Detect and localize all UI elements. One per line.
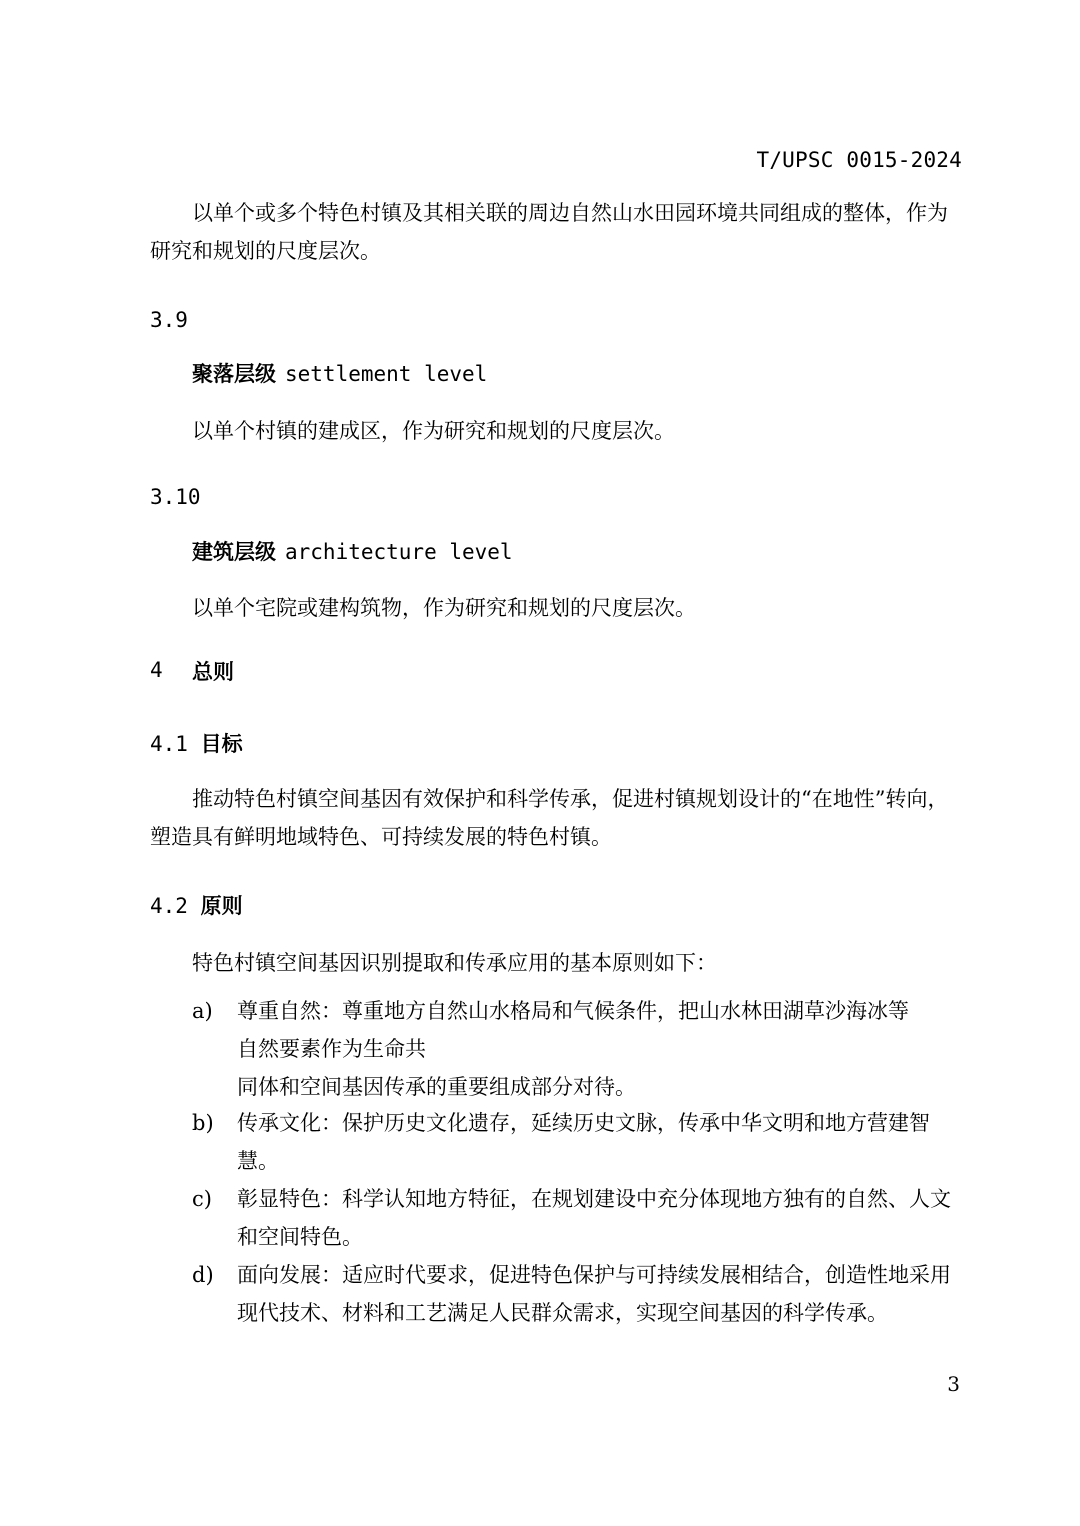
list-item-d <box>192 1256 962 1370</box>
term-en-3-10: architecture level <box>285 540 513 564</box>
list-item-b <box>192 1104 962 1180</box>
section-number-4: 4 <box>150 658 163 682</box>
section-title-4-2: 原则 <box>200 893 243 918</box>
section-number-4-2: 4.2 <box>150 894 188 918</box>
section-text-4-1: 推动特色村镇空间基因有效保护和科学传承，促进村镇规划设计的“在地性”转向，塑造具有鲜明地域特色、可持续发展的特色村镇。 <box>150 787 949 849</box>
section-number-4-1: 4.1 <box>150 732 188 756</box>
section-intro-4-2: 特色村镇空间基因识别提取和传承应用的基本原则如下： <box>192 951 717 975</box>
list-text-a-line1: 尊重自然：尊重地方自然山水格局和气候条件，把山水林田湖草沙海冰等 <box>237 999 909 1023</box>
definition-3-9: 以单个村镇的建成区，作为研究和规划的尺度层次。 <box>192 419 675 443</box>
list-text-a-line2: 自然要素作为生命共 <box>237 1037 426 1061</box>
clause-number-3-10: 3.10 <box>150 485 201 509</box>
list-item-c <box>192 1180 962 1256</box>
term-zh-3-10: 建筑层级 <box>192 539 276 564</box>
term-heading-3-10 <box>192 536 513 566</box>
list-text-a <box>237 992 962 1106</box>
term-en-3-9: settlement level <box>285 362 488 386</box>
term-zh-3-9: 聚落层级 <box>192 361 276 386</box>
list-label-b: b) <box>192 1111 214 1135</box>
document-code-header: T/UPSC 0015-2024 <box>756 148 962 172</box>
list-label-a: a) <box>192 999 213 1023</box>
section-title-4: 总则 <box>192 659 234 684</box>
section-heading-4-1 <box>150 728 243 758</box>
list-text-d: 面向发展：适应时代要求，促进特色保护与可持续发展相结合，创造性地采用现代技术、材料和工艺满足人民群众需求，实现空间基因的科学传承。 <box>237 1263 951 1325</box>
list-label-d: d) <box>192 1263 214 1287</box>
list-label-c: c) <box>192 1187 212 1211</box>
section-heading-4-2 <box>150 890 243 920</box>
term-heading-3-9 <box>192 358 487 388</box>
list-text-a-line3: 同体和空间基因传承的重要组成部分对待。 <box>237 1075 636 1099</box>
section-title-4-1: 目标 <box>200 731 243 756</box>
clause-number-3-9: 3.9 <box>150 308 188 332</box>
list-text-c: 彰显特色：科学认知地方特征，在规划建设中充分体现地方独有的自然、人文和空间特色。 <box>237 1187 951 1249</box>
page-number: 3 <box>947 1372 960 1396</box>
definition-3-10: 以单个宅院或建构筑物，作为研究和规划的尺度层次。 <box>192 596 696 620</box>
intro-paragraph: 以单个或多个特色村镇及其相关联的周边自然山水田园环境共同组成的整体，作为研究和规划的尺度层次。 <box>150 201 948 263</box>
list-text-b: 传承文化：保护历史文化遗存，延续历史文脉，传承中华文明和地方营建智慧。 <box>237 1111 930 1173</box>
list-item-a <box>192 992 962 1106</box>
